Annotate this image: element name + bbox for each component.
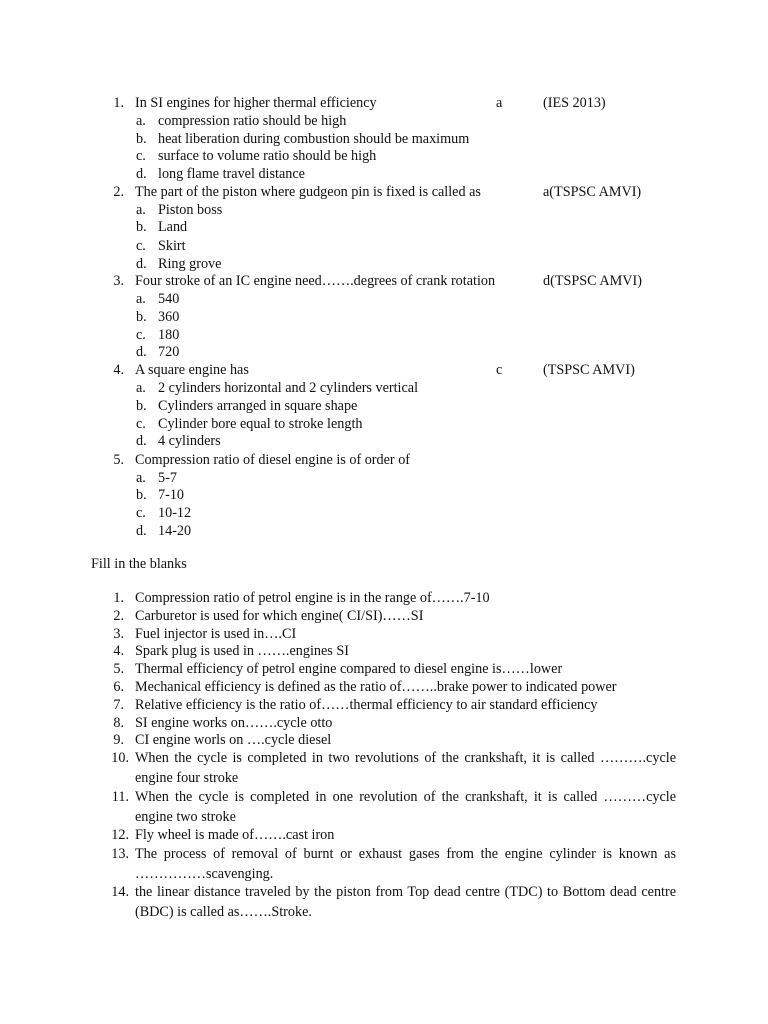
- exam-source: a(TSPSC AMVI): [543, 184, 642, 200]
- option-label: d.: [136, 256, 147, 272]
- option-label: b.: [136, 398, 147, 414]
- option-text: surface to volume ratio should be high: [158, 148, 377, 164]
- exam-source: d(TSPSC AMVI): [543, 273, 642, 289]
- option-text: Land: [158, 219, 188, 235]
- item-text: CI engine worls on ….cycle diesel: [135, 732, 332, 748]
- option-label: c.: [136, 505, 146, 521]
- item-number: 6.: [113, 679, 124, 695]
- option-label: b.: [136, 219, 147, 235]
- option-label: b.: [136, 487, 147, 503]
- question-number: 2.: [113, 184, 124, 200]
- option-text: Cylinders arranged in square shape: [158, 398, 358, 414]
- item-number: 8.: [113, 715, 124, 731]
- option-label: d.: [136, 523, 147, 539]
- question-number: 5.: [113, 452, 124, 468]
- item-number: 7.: [113, 697, 124, 713]
- option-label: c.: [136, 327, 146, 343]
- option-text: 360: [158, 309, 180, 325]
- question-text: Compression ratio of diesel engine is of order of: [135, 452, 411, 468]
- item-number: 2.: [113, 608, 124, 624]
- item-number: 4.: [113, 643, 124, 659]
- option-text: 5-7: [158, 470, 177, 486]
- item-text: Carburetor is used for which engine( CI/SI)……SI: [135, 608, 424, 624]
- option-text: 14-20: [158, 523, 192, 539]
- item-text: the linear distance traveled by the piston from Top dead centre (TDC) to Bottom dead centre (BDC) is called as…….Stroke.: [135, 884, 676, 920]
- question-text: The part of the piston where gudgeon pin is fixed is called as: [135, 184, 481, 200]
- option-text: Piston boss: [158, 202, 223, 218]
- item-number: 1.: [113, 590, 124, 606]
- item-text: Fly wheel is made of…….cast iron: [135, 827, 335, 843]
- option-label: c.: [136, 238, 146, 254]
- question-text: Four stroke of an IC engine need…….degrees of crank rotation: [135, 273, 496, 289]
- item-number: 10.: [111, 750, 129, 766]
- option-text: 540: [158, 291, 180, 307]
- option-label: b.: [136, 131, 147, 147]
- option-text: 2 cylinders horizontal and 2 cylinders vertical: [158, 380, 419, 396]
- answer-key: c: [496, 362, 503, 378]
- option-label: a.: [136, 380, 146, 396]
- option-text: compression ratio should be high: [158, 113, 347, 129]
- option-label: c.: [136, 148, 146, 164]
- option-label: a.: [136, 113, 146, 129]
- item-number: 13.: [111, 846, 129, 862]
- item-number: 11.: [111, 789, 129, 805]
- item-number: 9.: [113, 732, 124, 748]
- exam-source: (TSPSC AMVI): [543, 362, 635, 378]
- option-text: heat liberation during combustion should be maximum: [158, 131, 470, 147]
- option-text: 7-10: [158, 487, 185, 503]
- question-number: 4.: [113, 362, 124, 378]
- item-text: Compression ratio of petrol engine is in the range of…….7-10: [135, 590, 490, 606]
- option-text: Ring grove: [158, 256, 222, 272]
- option-text: long flame travel distance: [158, 166, 305, 182]
- item-text: Fuel injector is used in….CI: [135, 626, 297, 642]
- item-text: Mechanical efficiency is defined as the ratio of……..brake power to indicated power: [135, 679, 617, 695]
- item-number: 5.: [113, 661, 124, 677]
- option-text: 180: [158, 327, 180, 343]
- option-label: b.: [136, 309, 147, 325]
- item-text: When the cycle is completed in two revolutions of the crankshaft, it is called ……….cycle engine four stroke: [135, 750, 676, 786]
- answer-key: a: [496, 95, 503, 111]
- item-text: Relative efficiency is the ratio of……thermal efficiency to air standard efficiency: [135, 697, 598, 713]
- option-text: 720: [158, 344, 180, 360]
- question-text: A square engine has: [135, 362, 249, 378]
- option-text: 10-12: [158, 505, 192, 521]
- option-text: Cylinder bore equal to stroke length: [158, 416, 363, 432]
- section-heading: Fill in the blanks: [91, 556, 187, 572]
- item-number: 3.: [113, 626, 124, 642]
- option-text: Skirt: [158, 238, 186, 254]
- item-number: 12.: [111, 827, 129, 843]
- option-text: 4 cylinders: [158, 433, 221, 449]
- option-label: d.: [136, 344, 147, 360]
- item-text: The process of removal of burnt or exhaust gases from the engine cylinder is known as ……………scavenging.: [135, 846, 676, 882]
- option-label: a.: [136, 470, 146, 486]
- item-text: When the cycle is completed in one revolution of the crankshaft, it is called ………cycle engine two stroke: [135, 789, 676, 825]
- exam-source: (IES 2013): [543, 95, 606, 111]
- item-text: SI engine works on…….cycle otto: [135, 715, 333, 731]
- question-number: 1.: [113, 95, 124, 111]
- option-label: d.: [136, 166, 147, 182]
- item-text: Thermal efficiency of petrol engine compared to diesel engine is……lower: [135, 661, 563, 677]
- item-text: Spark plug is used in …….engines SI: [135, 643, 349, 659]
- option-label: a.: [136, 291, 146, 307]
- option-label: a.: [136, 202, 146, 218]
- question-number: 3.: [113, 273, 124, 289]
- option-label: c.: [136, 416, 146, 432]
- question-text: In SI engines for higher thermal efficiency: [135, 95, 377, 111]
- item-number: 14.: [111, 884, 129, 900]
- option-label: d.: [136, 433, 147, 449]
